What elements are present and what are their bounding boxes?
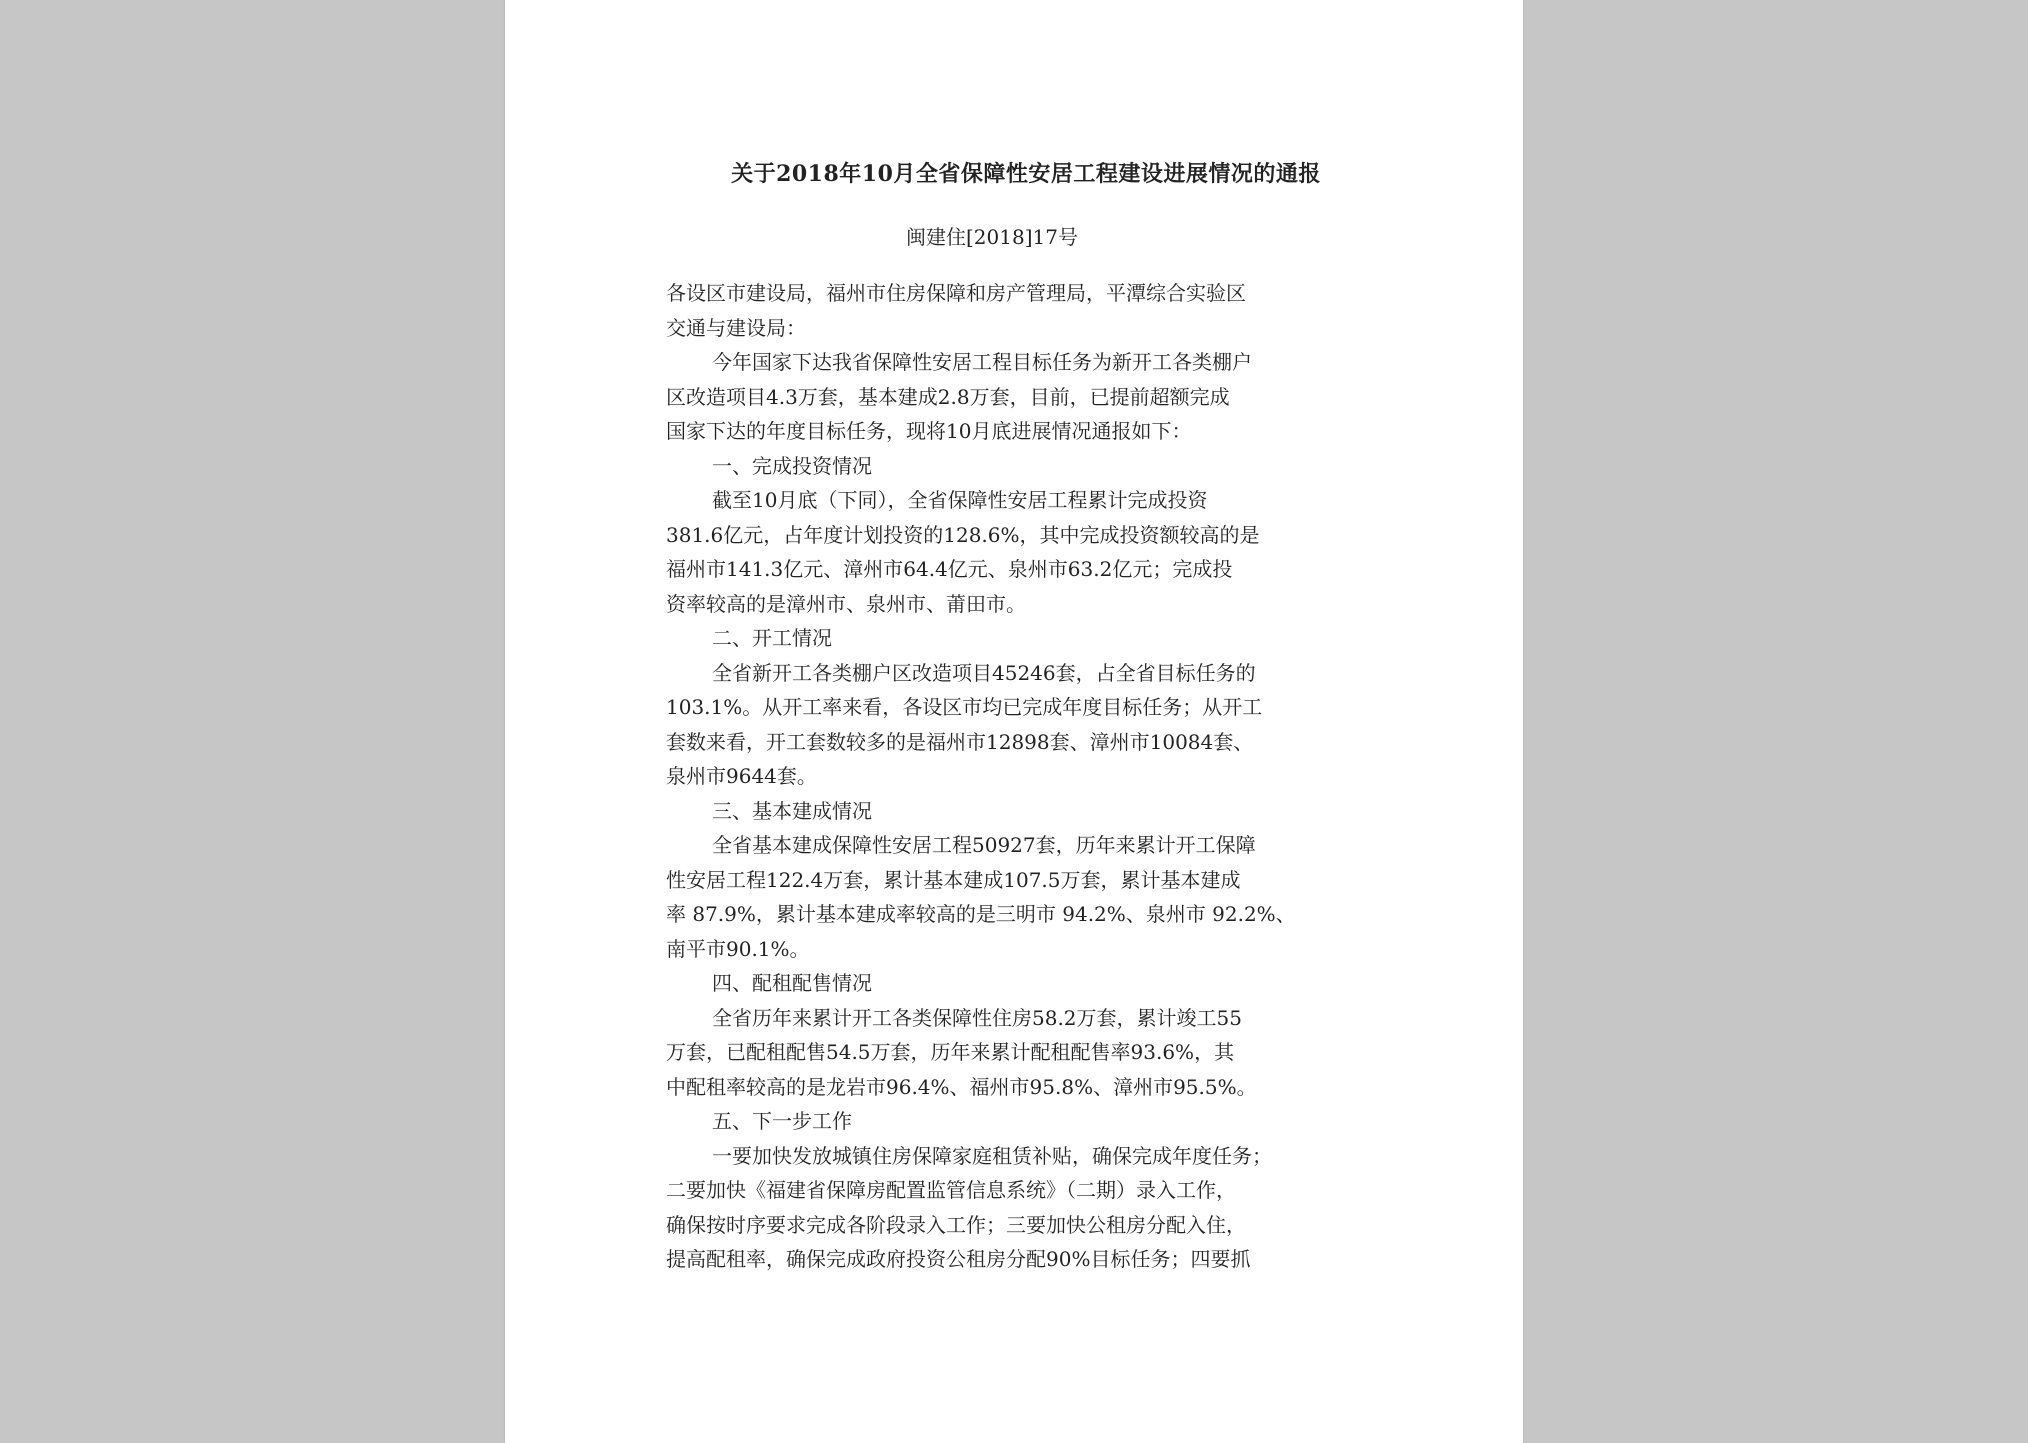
body-line: 截至10月底（下同），全省保障性安居工程累计完成投资 [712, 488, 1208, 512]
body-line: 南平市90.1%。 [666, 936, 810, 961]
body-line: 国家下达的年度目标任务，现将10月底进展情况通报如下： [666, 419, 1192, 443]
body-line: 性安居工程122.4万套，累计基本建成107.5万套，累计基本建成 [666, 867, 1241, 892]
body-line: 中配租率较高的是龙岩市96.4%、福州市95.8%、漳州市95.5%。 [666, 1074, 1257, 1099]
body-line: 103.1%。从开工率来看，各设区市均已完成年度目标任务；从开工 [666, 695, 1263, 719]
body-line: 各设区市建设局，福州市住房保障和房产管理局，平潭综合实验区 [666, 281, 1246, 305]
body-line: 全省基本建成保障性安居工程50927套，历年来累计开工保障 [712, 833, 1256, 857]
body-line: 确保按时序要求完成各阶段录入工作；三要加快公租房分配入住， [666, 1212, 1246, 1237]
document-page [505, 0, 1523, 1443]
body-line: 二要加快《福建省保障房配置监管信息系统》（二期）录入工作， [666, 1178, 1236, 1202]
document-number: 闽建住[2018]17号 [906, 225, 1078, 249]
body-line: 套数来看，开工套数较多的是福州市12898套、漳州市10084套、 [666, 729, 1254, 754]
document-body [666, 276, 1386, 1277]
body-line: 福州市141.3亿元、漳州市64.4亿元、泉州市63.2亿元；完成投 [666, 557, 1233, 581]
body-line: 泉州市9644套。 [666, 764, 817, 788]
body-line: 今年国家下达我省保障性安居工程目标任务为新开工各类棚户 [712, 350, 1252, 374]
body-line: 四、配租配售情况 [712, 971, 872, 995]
body-line: 全省新开工各类棚户区改造项目45246套，占全省目标任务的 [712, 660, 1256, 685]
body-line: 率 87.9%，累计基本建成率较高的是三明市 94.2%、泉州市 92.2%、 [666, 902, 1296, 926]
body-line: 五、下一步工作 [712, 1109, 852, 1133]
body-line: 二、开工情况 [712, 626, 832, 650]
body-line: 交通与建设局： [666, 315, 806, 340]
body-line: 万套，已配租配售54.5万套，历年来累计配租配售率93.6%，其 [666, 1040, 1235, 1064]
document-content [666, 160, 1386, 1277]
body-line: 资率较高的是漳州市、泉州市、莆田市。 [666, 591, 1026, 616]
body-line: 三、基本建成情况 [712, 798, 872, 823]
body-line: 381.6亿元，占年度计划投资的128.6%，其中完成投资额较高的是 [666, 522, 1260, 547]
body-line: 提高配租率，确保完成政府投资公租房分配90%目标任务；四要抓 [666, 1247, 1251, 1271]
body-line: 一、完成投资情况 [712, 453, 872, 478]
document-title: 关于2018年10月全省保障性安居工程建设进展情况的通报 [731, 161, 1321, 187]
body-line: 区改造项目4.3万套，基本建成2.8万套，目前，已提前超额完成 [666, 384, 1230, 409]
body-line: 一要加快发放城镇住房保障家庭租赁补贴，确保完成年度任务； [712, 1143, 1272, 1168]
body-line: 全省历年来累计开工各类保障性住房58.2万套，累计竣工55 [712, 1005, 1242, 1030]
